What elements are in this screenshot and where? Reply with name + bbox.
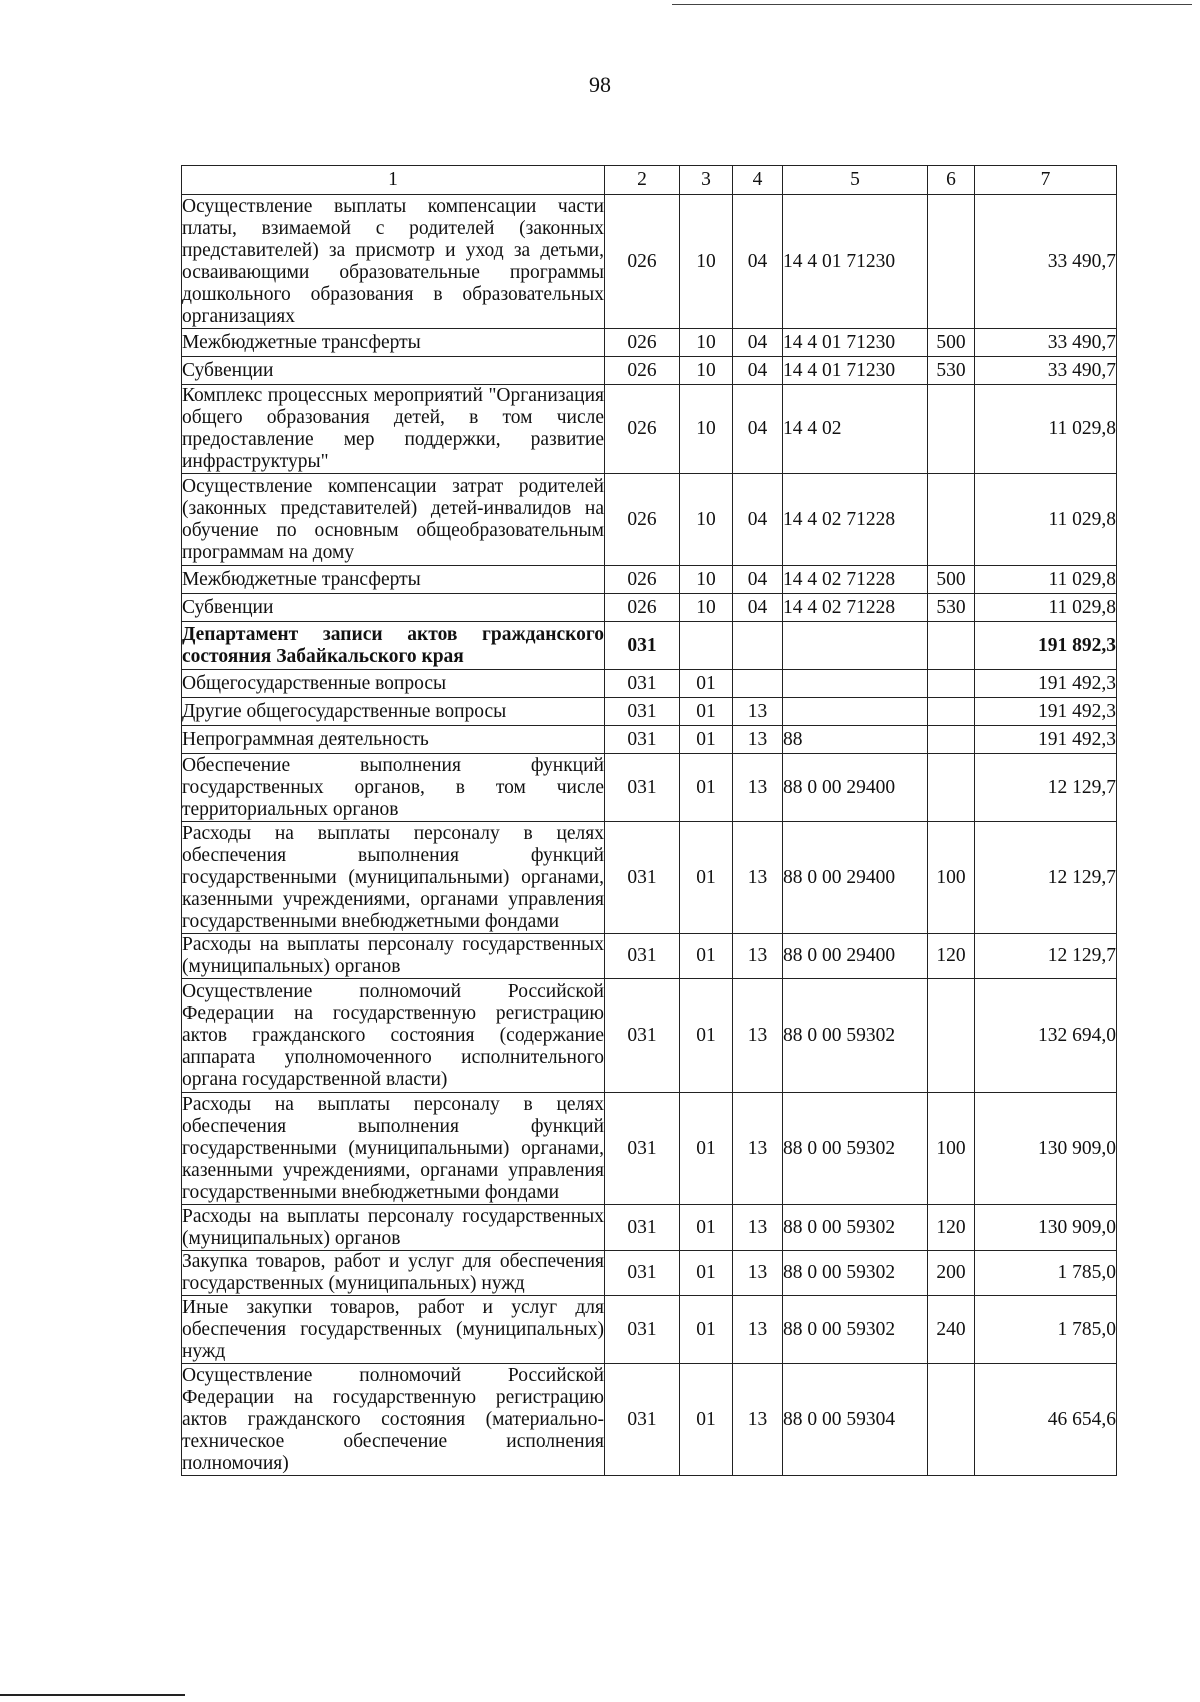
grbs-code: 031 (605, 822, 680, 934)
section-code: 10 (680, 195, 733, 329)
column-header: 3 (680, 166, 733, 195)
row-name: Расходы на выплаты персоналу государственных (муниципальных) органов (182, 1205, 604, 1249)
subsection-code: 13 (733, 934, 783, 979)
table-row (182, 979, 1117, 1093)
top-rule (672, 4, 1192, 5)
table-header-row (182, 166, 1117, 195)
subsection-code: 13 (733, 1205, 783, 1251)
section-code: 01 (680, 670, 733, 698)
expense-type-code (928, 385, 975, 474)
table-row (182, 1093, 1117, 1205)
subsection-code (733, 622, 783, 670)
section-code: 01 (680, 934, 733, 979)
amount: 1 785,0 (975, 1296, 1117, 1364)
table-row (182, 566, 1117, 594)
row-name: Осуществление полномочий Российской Федерации на государственную регистрацию актов гражданского состояния (материально-техническое обеспечение исполнения полномочия) (182, 1364, 604, 1474)
column-header: 2 (605, 166, 680, 195)
table-row (182, 726, 1117, 754)
subsection-code (733, 670, 783, 698)
amount: 33 490,7 (975, 357, 1117, 385)
grbs-code: 031 (605, 670, 680, 698)
expense-type-code (928, 622, 975, 670)
table-row (182, 670, 1117, 698)
target-article-code: 88 (783, 726, 928, 754)
section-code: 01 (680, 1296, 733, 1364)
amount: 191 892,3 (975, 622, 1117, 670)
grbs-code: 026 (605, 566, 680, 594)
grbs-code: 031 (605, 979, 680, 1093)
expense-type-code (928, 1364, 975, 1476)
target-article-code: 88 0 00 59302 (783, 1205, 928, 1251)
grbs-code: 026 (605, 385, 680, 474)
section-code: 01 (680, 1093, 733, 1205)
table-row (182, 1251, 1117, 1296)
table-row (182, 1296, 1117, 1364)
expense-type-code: 120 (928, 934, 975, 979)
expense-type-code: 530 (928, 594, 975, 622)
target-article-code: 14 4 01 71230 (783, 329, 928, 357)
section-code (680, 622, 733, 670)
expense-type-code: 240 (928, 1296, 975, 1364)
expense-type-code (928, 670, 975, 698)
row-name: Обеспечение выполнения функций государственных органов, в том числе территориальных органов (182, 754, 604, 820)
grbs-code: 031 (605, 1296, 680, 1364)
grbs-code: 031 (605, 1093, 680, 1205)
amount: 33 490,7 (975, 195, 1117, 329)
amount: 130 909,0 (975, 1205, 1117, 1251)
subsection-code: 04 (733, 329, 783, 357)
target-article-code (783, 622, 928, 670)
row-name: Закупка товаров, работ и услуг для обеспечения государственных (муниципальных) нужд (182, 1251, 604, 1294)
table-row (182, 822, 1117, 934)
row-name: Осуществление компенсации затрат родителей (законных представителей) детей-инвалидов на обучение по основным общеобразовательным программам на дому (182, 474, 605, 566)
row-name: Расходы на выплаты персоналу государственных (муниципальных) органов (182, 934, 604, 977)
subsection-code: 04 (733, 357, 783, 385)
grbs-code: 031 (605, 754, 680, 822)
grbs-code: 031 (605, 1205, 680, 1251)
subsection-code: 04 (733, 385, 783, 474)
amount: 11 029,8 (975, 474, 1117, 566)
row-name: Осуществление выплаты компенсации части платы, взимаемой с родителей (законных представителей) за присмотр и уход за детьми, осваивающими образовательные программы дошкольного образования в образовательных организациях (182, 195, 604, 327)
subsection-code: 04 (733, 566, 783, 594)
column-header: 6 (928, 166, 975, 195)
column-header: 5 (783, 166, 928, 195)
section-code: 10 (680, 566, 733, 594)
table-row (182, 1205, 1117, 1251)
section-code: 10 (680, 474, 733, 566)
target-article-code: 14 4 02 (783, 385, 928, 474)
expense-type-code: 500 (928, 329, 975, 357)
page-number: 98 (589, 72, 611, 97)
column-header: 7 (975, 166, 1117, 195)
table-row (182, 329, 1117, 357)
expense-type-code: 200 (928, 1251, 975, 1296)
table-row (182, 385, 1117, 474)
amount: 12 129,7 (975, 754, 1117, 822)
amount: 12 129,7 (975, 934, 1117, 979)
target-article-code: 14 4 02 71228 (783, 474, 928, 566)
section-code: 10 (680, 385, 733, 474)
target-article-code: 88 0 00 59302 (783, 1093, 928, 1205)
subsection-code: 13 (733, 698, 783, 726)
subsection-code: 13 (733, 1364, 783, 1476)
amount: 11 029,8 (975, 566, 1117, 594)
grbs-code: 026 (605, 474, 680, 566)
target-article-code: 88 0 00 59302 (783, 1251, 928, 1296)
grbs-code: 031 (605, 726, 680, 754)
table-body (182, 195, 1117, 1476)
grbs-code: 031 (605, 934, 680, 979)
table-row (182, 1364, 1117, 1476)
grbs-code: 026 (605, 329, 680, 357)
target-article-code: 88 0 00 29400 (783, 754, 928, 822)
row-name: Департамент записи актов гражданского состояния Забайкальского края (182, 622, 605, 670)
table-row (182, 698, 1117, 726)
row-name: Субвенции (182, 357, 605, 385)
target-article-code: 88 0 00 59302 (783, 979, 928, 1093)
section-code: 01 (680, 1205, 733, 1251)
amount: 191 492,3 (975, 698, 1117, 726)
amount: 1 785,0 (975, 1251, 1117, 1296)
subsection-code: 13 (733, 1093, 783, 1205)
target-article-code: 14 4 01 71230 (783, 357, 928, 385)
row-name: Другие общегосударственные вопросы (182, 698, 605, 726)
grbs-code: 031 (605, 698, 680, 726)
row-name: Непрограммная деятельность (182, 726, 605, 754)
expense-type-code: 500 (928, 566, 975, 594)
section-code: 01 (680, 726, 733, 754)
target-article-code: 14 4 02 71228 (783, 566, 928, 594)
section-code: 10 (680, 594, 733, 622)
row-name: Расходы на выплаты персоналу в целях обеспечения выполнения функций государственными (муниципальными) органами, казенными учреждениями, органами управления государственными внебюджетными фондами (182, 1093, 604, 1203)
section-code: 01 (680, 1364, 733, 1476)
grbs-code: 031 (605, 622, 680, 670)
subsection-code: 13 (733, 979, 783, 1093)
expense-type-code (928, 698, 975, 726)
target-article-code (783, 670, 928, 698)
target-article-code: 88 0 00 29400 (783, 934, 928, 979)
section-code: 10 (680, 329, 733, 357)
target-article-code: 88 0 00 59304 (783, 1364, 928, 1476)
expense-type-code (928, 474, 975, 566)
subsection-code: 04 (733, 195, 783, 329)
amount: 191 492,3 (975, 726, 1117, 754)
row-name: Общегосударственные вопросы (182, 670, 605, 698)
expense-type-code: 100 (928, 822, 975, 934)
grbs-code: 031 (605, 1251, 680, 1296)
budget-table (181, 165, 1117, 1476)
grbs-code: 026 (605, 195, 680, 329)
subsection-code: 04 (733, 474, 783, 566)
expense-type-code (928, 754, 975, 822)
table-row (182, 474, 1117, 566)
subsection-code: 13 (733, 754, 783, 822)
target-article-code: 88 0 00 29400 (783, 822, 928, 934)
table-row (182, 622, 1117, 670)
expense-type-code (928, 979, 975, 1093)
row-name: Межбюджетные трансферты (182, 329, 605, 357)
target-article-code: 14 4 02 71228 (783, 594, 928, 622)
row-name: Иные закупки товаров, работ и услуг для обеспечения государственных (муниципальных) нужд (182, 1296, 604, 1362)
row-name: Субвенции (182, 594, 605, 622)
section-code: 01 (680, 754, 733, 822)
section-code: 01 (680, 979, 733, 1093)
grbs-code: 031 (605, 1364, 680, 1476)
amount: 191 492,3 (975, 670, 1117, 698)
row-name: Расходы на выплаты персоналу в целях обеспечения выполнения функций государственными (муниципальными) органами, казенными учреждениями, органами управления государственными внебюджетными фондами (182, 822, 604, 932)
target-article-code: 14 4 01 71230 (783, 195, 928, 329)
target-article-code: 88 0 00 59302 (783, 1296, 928, 1364)
table-row (182, 594, 1117, 622)
amount: 11 029,8 (975, 594, 1117, 622)
row-name: Осуществление полномочий Российской Федерации на государственную регистрацию актов гражданского состояния (содержание аппарата уполномоченного исполнительного органа государственной власти) (182, 979, 605, 1093)
subsection-code: 13 (733, 1296, 783, 1364)
amount: 46 654,6 (975, 1364, 1117, 1476)
subsection-code: 13 (733, 726, 783, 754)
expense-type-code (928, 195, 975, 329)
table-row (182, 754, 1117, 822)
amount: 33 490,7 (975, 329, 1117, 357)
expense-type-code: 120 (928, 1205, 975, 1251)
table-row (182, 934, 1117, 979)
column-header: 4 (733, 166, 783, 195)
bottom-rule (0, 1694, 185, 1696)
amount: 132 694,0 (975, 979, 1117, 1093)
subsection-code: 13 (733, 1251, 783, 1296)
expense-type-code (928, 726, 975, 754)
section-code: 01 (680, 822, 733, 934)
row-name: Межбюджетные трансферты (182, 566, 605, 594)
target-article-code (783, 698, 928, 726)
row-name: Комплекс процессных мероприятий "Организация общего образования детей, в том числе предоставление мер поддержки, развитие инфраструктуры" (182, 385, 604, 472)
table-row (182, 357, 1117, 385)
expense-type-code: 530 (928, 357, 975, 385)
amount: 12 129,7 (975, 822, 1117, 934)
amount: 130 909,0 (975, 1093, 1117, 1205)
subsection-code: 13 (733, 822, 783, 934)
section-code: 01 (680, 1251, 733, 1296)
section-code: 01 (680, 698, 733, 726)
section-code: 10 (680, 357, 733, 385)
column-header: 1 (182, 166, 605, 195)
table-row (182, 195, 1117, 329)
expense-type-code: 100 (928, 1093, 975, 1205)
amount: 11 029,8 (975, 385, 1117, 474)
grbs-code: 026 (605, 357, 680, 385)
subsection-code: 04 (733, 594, 783, 622)
grbs-code: 026 (605, 594, 680, 622)
